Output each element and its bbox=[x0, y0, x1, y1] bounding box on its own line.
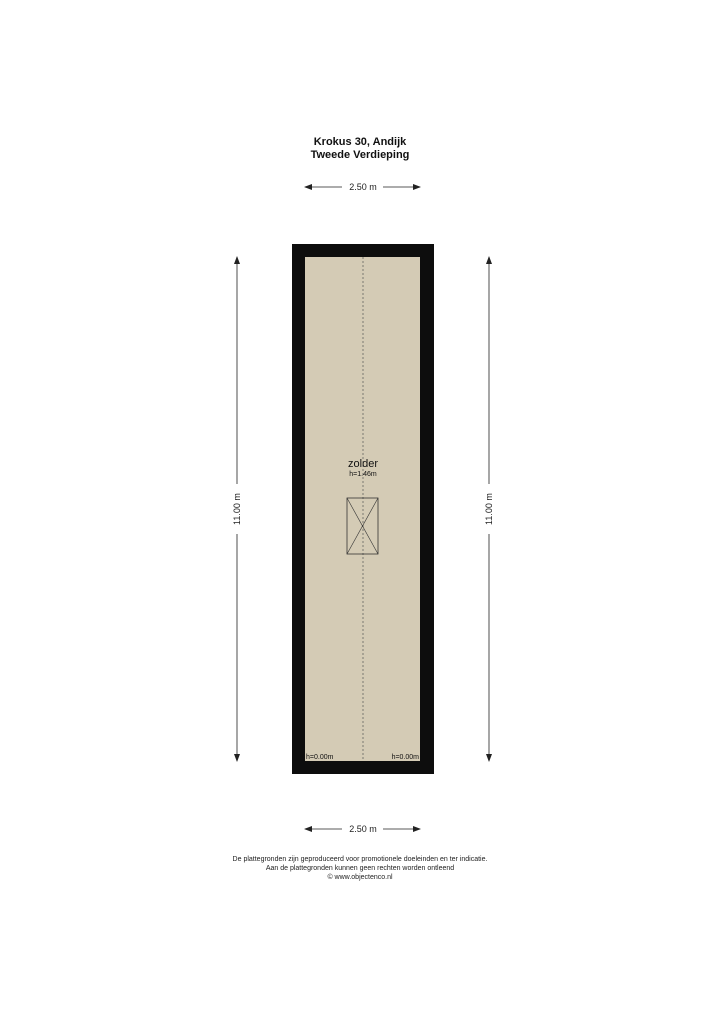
bottom-width-label: 2.50 m bbox=[349, 824, 377, 834]
corner-left-height: h=0.00m bbox=[306, 754, 334, 761]
floor-title: Tweede Verdieping bbox=[310, 149, 410, 161]
bottom-width-dimension bbox=[305, 824, 420, 834]
room-height: h=1.46m bbox=[349, 471, 377, 478]
top-width-dimension bbox=[305, 182, 420, 192]
right-length-dimension bbox=[484, 257, 494, 761]
copyright-link[interactable]: © www.objectenco.nl bbox=[327, 874, 393, 881]
left-length-label: 11.00 m bbox=[232, 493, 242, 525]
top-width-label: 2.50 m bbox=[349, 182, 377, 192]
room-name: zolder bbox=[348, 458, 378, 470]
left-length-dimension bbox=[232, 257, 242, 761]
corner-right-height: h=0.00m bbox=[391, 754, 419, 761]
right-length-label: 11.00 m bbox=[484, 493, 494, 525]
address-title: Krokus 30, Andijk bbox=[313, 136, 407, 148]
disclaimer-line-2: Aan de plattegronden kunnen geen rechten worden ontleend bbox=[265, 865, 455, 872]
disclaimer bbox=[0, 855, 720, 882]
attic-floor bbox=[305, 257, 420, 761]
disclaimer-line-1: De plattegronden zijn geproduceerd voor promotionele doeleinden en ter indicatie. bbox=[232, 856, 488, 863]
